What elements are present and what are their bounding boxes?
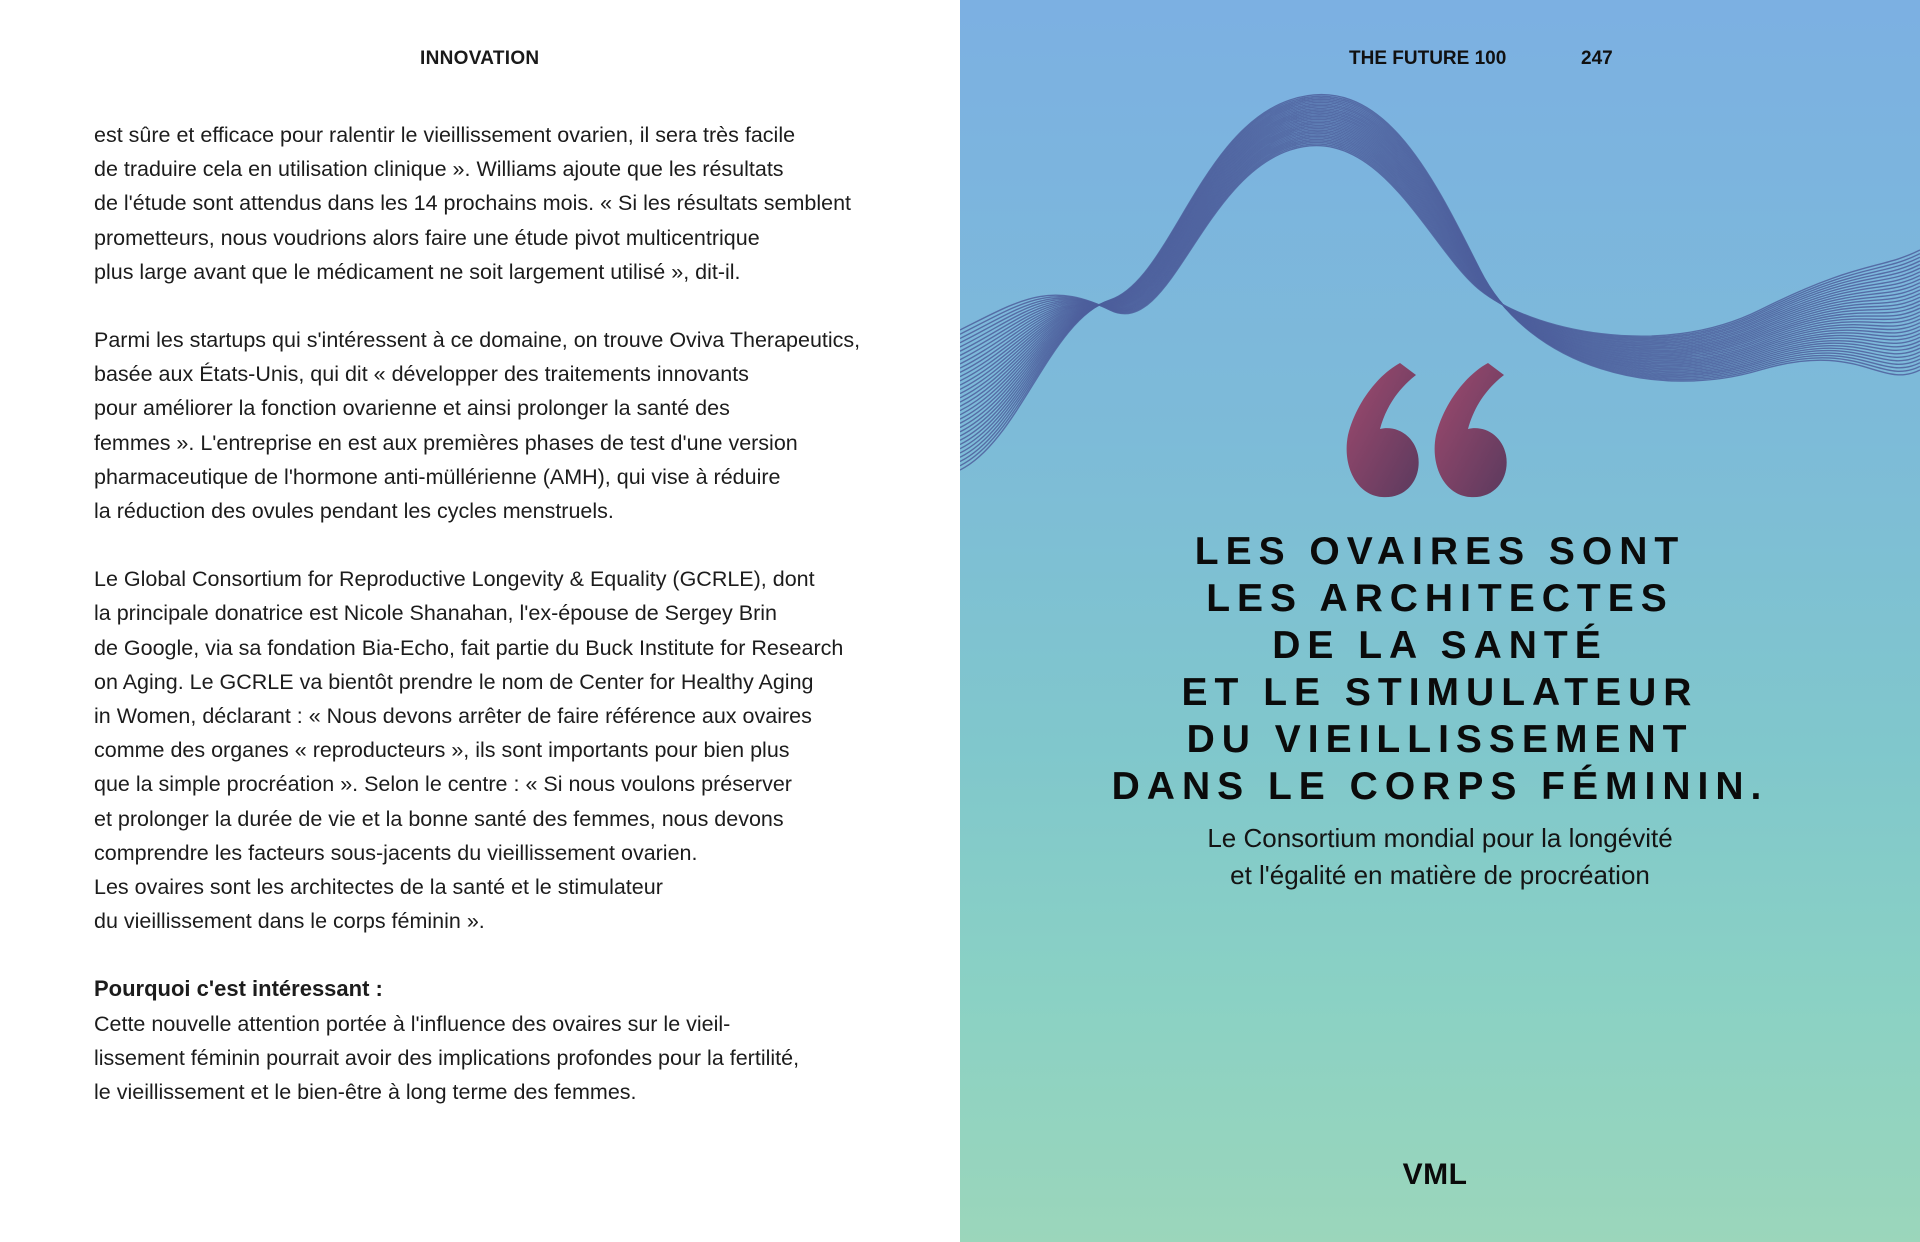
quote-mark-icon (1338, 355, 1518, 505)
pull-quote-line: DU VIEILLISSEMENT (1186, 718, 1694, 761)
paragraph-2 (94, 323, 894, 528)
brand-logo: VML (1402, 1158, 1468, 1191)
paragraph-3-line: comprendre les facteurs sous-jacents du vieillissement ovarien. (94, 840, 698, 865)
article-body (94, 118, 894, 1109)
pull-quote-line: DE LA SANTÉ (1272, 624, 1608, 667)
pull-quote (960, 528, 1920, 810)
why-body-line: Cette nouvelle attention portée à l'influence des ovaires sur le vieil- (94, 1011, 731, 1036)
attribution-line: Le Consortium mondial pour la longévité (1207, 823, 1673, 853)
paragraph-3-line: du vieillissement dans le corps féminin ». (94, 909, 485, 934)
paragraph-3-line: la principale donatrice est Nicole Shanahan, l'ex-épouse de Sergey Brin (94, 601, 777, 626)
paragraph-1-line: plus large avant que le médicament ne soit largement utilisé », dit-il. (94, 259, 741, 284)
paragraph-1-line: de traduire cela en utilisation clinique ». Williams ajoute que les résultats (94, 157, 784, 182)
paragraph-2-line: Parmi les startups qui s'intéressent à ce domaine, on trouve Oviva Therapeutics, (94, 328, 861, 353)
paragraph-1-line: prometteurs, nous voudrions alors faire une étude pivot multicentrique (94, 225, 760, 250)
paragraph-2-line: femmes ». L'entreprise en est aux premières phases de test d'une version (94, 430, 798, 455)
paragraph-3-line: de Google, via sa fondation Bia-Echo, fait partie du Buck Institute for Research (94, 635, 844, 660)
paragraph-3-line: et prolonger la durée de vie et la bonne santé des femmes, nous devons (94, 806, 784, 831)
paragraph-3-line: on Aging. Le GCRLE va bientôt prendre le nom de Center for Healthy Aging (94, 669, 814, 694)
paragraph-2-line: pour améliorer la fonction ovarienne et ainsi prolonger la santé des (94, 396, 730, 421)
section-label: INNOVATION (420, 48, 540, 69)
publication-title: THE FUTURE 100 (1349, 48, 1507, 69)
paragraph-2-line: basée aux États-Unis, qui dit « développer des traitements innovants (94, 362, 749, 387)
pull-quote-line: DANS LE CORPS FÉMININ. (1111, 765, 1769, 808)
paragraph-3 (94, 562, 894, 938)
paragraph-1-line: est sûre et efficace pour ralentir le vieillissement ovarien, il sera très facile (94, 123, 796, 147)
why-interesting-heading: Pourquoi c'est intéressant : (94, 976, 383, 1002)
why-interesting-body (94, 1007, 894, 1110)
wave-line (960, 124, 1920, 389)
wave-line (960, 130, 1920, 372)
why-body-line: le vieillissement et le bien-être à long terme des femmes. (94, 1080, 637, 1105)
paragraph-1 (94, 118, 894, 289)
paragraph-2-line: pharmaceutique de l'hormone anti-müllérienne (AMH), qui vise à réduire (94, 464, 781, 489)
paragraph-3-line: in Women, déclarant : « Nous devons arrêter de faire référence aux ovaires (94, 704, 812, 729)
pull-quote-line: LES ARCHITECTES (1206, 577, 1674, 620)
quote-attribution (960, 820, 1920, 894)
paragraph-3-line: Le Global Consortium for Reproductive Longevity & Equality (GCRLE), dont (94, 567, 815, 592)
pull-quote-line: LES OVAIRES SONT (1194, 530, 1686, 573)
paragraph-3-line: Les ovaires sont les architectes de la santé et le stimulateur (94, 875, 663, 900)
right-page (960, 0, 1920, 1242)
paragraph-2-line: la réduction des ovules pendant les cycles menstruels. (94, 499, 614, 524)
wave-line (960, 136, 1920, 355)
pull-quote-line: ET LE STIMULATEUR (1181, 671, 1699, 714)
page-number: 247 (1581, 48, 1613, 69)
paragraph-3-line: que la simple procréation ». Selon le centre : « Si nous voulons préserver (94, 772, 792, 797)
paragraph-1-line: de l'étude sont attendus dans les 14 prochains mois. « Si les résultats semblent (94, 191, 852, 216)
paragraph-3-line: comme des organes « reproducteurs », ils sont importants pour bien plus (94, 738, 790, 763)
why-body-line: lissement féminin pourrait avoir des implications profondes pour la fertilité, (94, 1045, 800, 1070)
attribution-line: et l'égalité en matière de procréation (1230, 860, 1650, 890)
